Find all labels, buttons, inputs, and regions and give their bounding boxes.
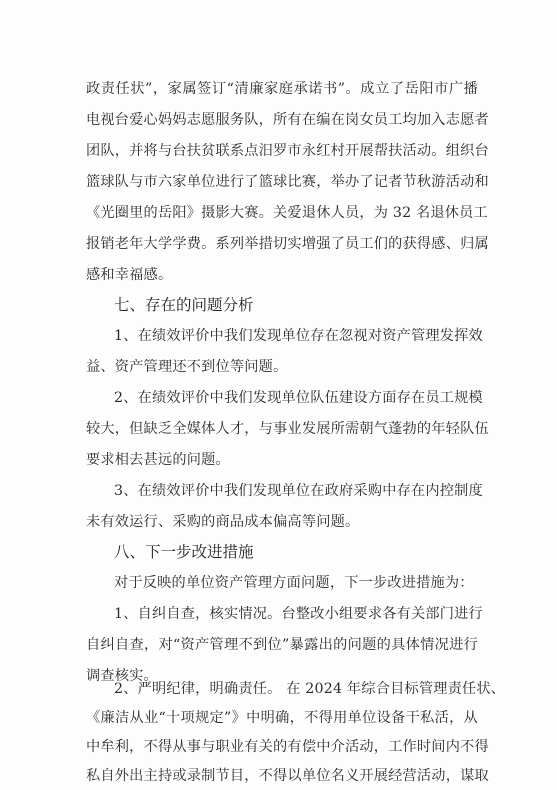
- paragraph-line: 调查核实。: [86, 668, 158, 684]
- paragraph-line: 3、在绩效评价中我们发现单位在政府采购中存在内控制度: [114, 483, 483, 499]
- paragraph-line: 2、严明纪律，明确责任。 在 2024 年综合目标管理责任状、: [114, 681, 506, 697]
- paragraph-line: 1、在绩效评价中我们发现单位存在忽视对资产管理发挥效: [114, 328, 483, 344]
- paragraph-line: 益、资产管理还不到位等问题。: [86, 359, 288, 375]
- paragraph-line: 1、自纠自查，核实情况。台整改小组要求各有关部门进行: [114, 606, 483, 622]
- paragraph-line: 较大，但缺乏全媒体人才，与事业发展所需朝气蓬勃的年轻队伍: [86, 421, 489, 437]
- paragraph-line: 中牟利，不得从事与职业有关的有偿中介活动，工作时间内不得: [86, 739, 489, 755]
- paragraph-line: 《光圈里的岳阳》摄影大赛。关爱退休人员，为 32 名退休员工: [86, 205, 488, 221]
- paragraph-line: 电视台爱心妈妈志愿服务队，所有在编在岗女员工均加入志愿者: [86, 112, 489, 128]
- section-heading-problems: 七、存在的问题分析: [114, 296, 254, 314]
- paragraph-line: 对于反映的单位资产管理方面问题，下一步改进措施为：: [114, 575, 474, 591]
- paragraph-line: 感和幸福感。: [86, 267, 173, 283]
- paragraph-line: 《廉洁从业“十项规定”》中明确，不得用单位设备干私活，从: [86, 710, 478, 726]
- paragraph-line: 私自外出主持或录制节目，不得以单位名义开展经营活动，谋取: [86, 768, 489, 784]
- paragraph-line: 自纠自查，对“资产管理不到位”暴露出的问题的具体情况进行: [86, 637, 478, 653]
- paragraph-line: 2、在绩效评价中我们发现单位队伍建设方面存在员工规模: [114, 390, 483, 406]
- paragraph-line: 要求相去甚远的问题。: [86, 452, 230, 468]
- paragraph-line: 篮球队与市六家单位进行了篮球比赛，举办了记者节秋游活动和: [86, 174, 489, 190]
- paragraph-line: 未有效运行、采购的商品成本偏高等问题。: [86, 514, 360, 530]
- paragraph-line: 报销老年大学学费。系列举措切实增强了员工们的获得感、归属: [86, 236, 489, 252]
- paragraph-line: 团队，并将与台扶贫联系点汨罗市永红村开展帮扶活动。组织台: [86, 143, 489, 159]
- paragraph-line: 政责任状”，家属签订“清廉家庭承诺书”。成立了岳阳市广播: [86, 81, 478, 97]
- section-heading-improvements: 八、下一步改进措施: [114, 543, 254, 561]
